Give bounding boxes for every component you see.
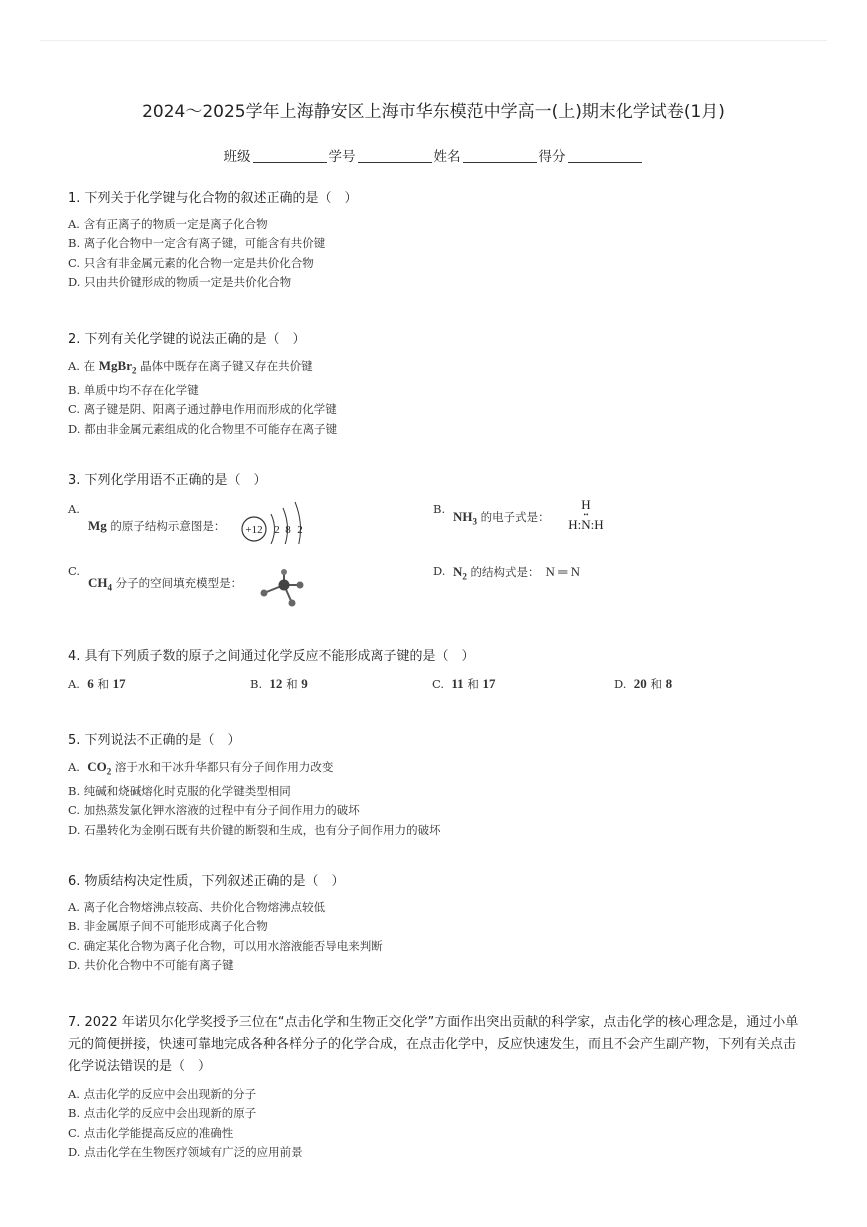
question-4: [68, 646, 805, 694]
option-d[interactable]: D.: [433, 564, 446, 578]
shell-electrons-3: 2: [297, 524, 303, 536]
hydrogen-atom: [261, 590, 268, 597]
option-d[interactable]: D. 点击化学在生物医疗领域有广泛的应用前景: [68, 1145, 303, 1160]
option-c[interactable]: C. 离子键是阴、阳离子通过静电作用而形成的化学键: [68, 402, 337, 417]
option-a[interactable]: A. 点击化学的反应中会出现新的分子: [68, 1087, 257, 1101]
question-stem: 1. 下列关于化学键与化合物的叙述正确的是（ ）: [68, 191, 358, 206]
question-stem: 4. 具有下列质子数的原子之间通过化学反应不能形成离子键的是（ ）: [68, 649, 475, 664]
question-stem: 2. 下列有关化学键的说法正确的是（ ）: [68, 332, 306, 347]
class-field[interactable]: 班级: [224, 145, 329, 165]
score-blank[interactable]: [568, 162, 642, 163]
exam-title: 2024～2025学年上海静安区上海市华东模范中学高一(上)期末化学试卷(1月): [142, 102, 725, 122]
option-c-content: $CH_4$ 分子的空间填充模型是：: [88, 575, 243, 593]
option-c[interactable]: C. 11 和 17: [432, 676, 496, 691]
option-d[interactable]: D. 共价化合物中不可能有离子键: [68, 958, 234, 973]
question-5: [68, 730, 805, 840]
shell-electrons-1: 2: [274, 524, 280, 536]
option-b[interactable]: B. 单质中均不存在化学键: [68, 383, 199, 397]
option-b[interactable]: B. 纯碱和烧碱熔化时克服的化学键类型相同: [68, 784, 291, 798]
question-3: [68, 470, 805, 492]
name-field[interactable]: 姓名: [434, 145, 539, 165]
electron-pair-dots: ••: [583, 511, 589, 519]
space-filling-model: [256, 566, 306, 610]
electron-formula: [560, 498, 612, 532]
structural-formula: N ═ N: [545, 564, 581, 579]
options-row: [68, 674, 805, 694]
atomic-structure-diagram: [238, 496, 308, 544]
option-b[interactable]: B. 非金属原子间不可能形成离子化合物: [68, 919, 268, 934]
option-a[interactable]: A. 6 和 17: [68, 676, 126, 691]
option-c[interactable]: C.: [68, 564, 81, 578]
question-stem: 6. 物质结构决定性质，下列叙述正确的是（ ）: [68, 874, 345, 889]
question-stem: 7. 2022 年诺贝尔化学奖授予三位在“点击化学和生物正交化学”方面作出突出贡献的科学家，点击化学的核心理念是，通过小单元的简便拼接，快速可靠地完成各种各样分子的化学合成，在点击化学中，反应快速发生，而且不会产生副产物，下列有关点击化学说法错误的是（ ）: [68, 1015, 799, 1074]
option-a[interactable]: A. 含有正离子的物质一定是离子化合物: [68, 217, 268, 231]
option-b[interactable]: B. 点击化学的反应中会出现新的原子: [68, 1106, 257, 1121]
option-a-content: Mg 的原子结构示意图是：: [88, 518, 226, 533]
class-blank[interactable]: [253, 162, 327, 163]
electron-formula-top: H: [581, 497, 591, 512]
option-a[interactable]: A. 离子化合物熔沸点较高、共价化合物熔沸点较低: [68, 900, 326, 914]
question-stem: 5. 下列说法不正确的是（ ）: [68, 733, 241, 748]
option-b[interactable]: B. 离子化合物中一定含有离子键，可能含有共价键: [68, 236, 326, 251]
question-2: [68, 329, 805, 439]
student-info-line: [0, 145, 867, 165]
hydrogen-atom: [297, 582, 304, 589]
option-b[interactable]: B. 12 和 9: [250, 676, 308, 691]
student-id-field[interactable]: 学号: [329, 145, 434, 165]
option-b-content: $NH_3$ 的电子式是：: [453, 509, 550, 527]
option-a[interactable]: A.: [68, 502, 80, 516]
carbon-atom: [279, 580, 290, 591]
hydrogen-atom: [281, 569, 287, 575]
question-1: [68, 188, 805, 293]
top-divider: [40, 40, 827, 41]
option-b[interactable]: B.: [433, 502, 446, 516]
hydrogen-atom: [289, 600, 296, 607]
student-id-blank[interactable]: [358, 162, 432, 163]
nucleus-charge: +12: [245, 524, 263, 536]
score-field[interactable]: 得分: [539, 145, 644, 165]
option-c[interactable]: C. 点击化学能提高反应的准确性: [68, 1125, 234, 1140]
shell-arc-3: [295, 502, 301, 544]
option-d[interactable]: D. 都由非金属元素组成的化合物里不可能存在离子键: [68, 421, 338, 436]
question-6: [68, 871, 805, 976]
option-a[interactable]: A. 在 MgBr$_2$ 晶体中既存在离子键又存在共价键: [68, 358, 313, 376]
option-d[interactable]: D. 石墨转化为金刚石既有共价键的断裂和生成，也有分子间作用力的破坏: [68, 822, 441, 837]
name-blank[interactable]: [463, 162, 537, 163]
shell-electrons-2: 8: [285, 524, 291, 536]
electron-formula-row: H:N:H: [568, 517, 604, 532]
question-stem: 3. 下列化学用语不正确的是（ ）: [68, 473, 267, 488]
option-d[interactable]: D. 20 和 8: [614, 676, 673, 691]
question-7: [68, 1012, 805, 1163]
option-c[interactable]: C. 只含有非金属元素的化合物一定是共价化合物: [68, 255, 314, 270]
option-a[interactable]: A. $CO_2$ 溶于水和干冰升华都只有分子间作用力改变: [68, 759, 334, 777]
option-c[interactable]: C. 确定某化合物为离子化合物，可以用水溶液能否导电来判断: [68, 938, 383, 953]
formula: MgBr$_2$: [98, 358, 137, 376]
option-c[interactable]: C. 加热蒸发氯化钾水溶液的过程中有分子间作用力的破坏: [68, 803, 360, 818]
option-d[interactable]: D. 只由共价键形成的物质一定是共价化合物: [68, 275, 292, 290]
option-d-content: $N_2$ 的结构式是： N ═ N: [453, 564, 581, 582]
